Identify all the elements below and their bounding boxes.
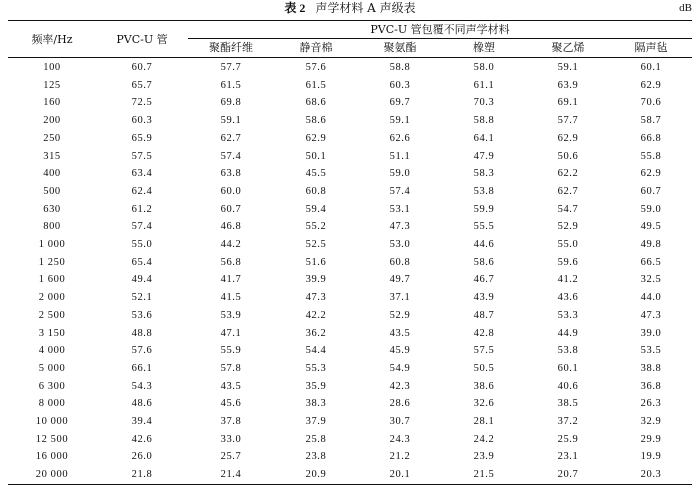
table-row [8, 466, 692, 484]
value-cell: 60.7 [640, 185, 662, 197]
value-cell: 57.7 [220, 62, 242, 73]
frequency-cell: 2 000 [38, 292, 66, 304]
frequency-cell: 1 600 [38, 274, 66, 286]
value-cell: 58.6 [305, 115, 327, 127]
value-cell: 60.7 [220, 203, 242, 215]
header-frequency: 频率/Hz [8, 21, 96, 58]
value-cell: 72.5 [131, 97, 153, 109]
value-cell: 53.1 [389, 203, 411, 215]
value-cell: 61.1 [473, 79, 495, 91]
value-cell: 58.0 [473, 62, 495, 73]
value-cell: 25.7 [220, 451, 242, 463]
table-row [8, 448, 692, 466]
header-material: 聚氨酯 [358, 39, 442, 58]
frequency-cell: 6 300 [38, 380, 66, 392]
value-cell: 65.7 [131, 79, 153, 91]
value-cell: 58.7 [640, 115, 662, 127]
value-cell: 42.2 [305, 309, 327, 321]
value-cell: 63.9 [557, 79, 579, 91]
frequency-cell: 20 000 [35, 469, 69, 481]
table-row [8, 112, 692, 130]
frequency-cell: 8 000 [38, 398, 66, 410]
table-caption [0, 0, 700, 16]
value-cell: 44.2 [220, 239, 242, 251]
value-cell: 57.4 [220, 150, 242, 162]
value-cell: 51.6 [305, 256, 327, 268]
table-row [8, 77, 692, 95]
table-row [8, 325, 692, 343]
value-cell: 43.5 [389, 327, 411, 339]
header-material: 聚酯纤维 [188, 39, 274, 58]
value-cell: 36.8 [640, 380, 662, 392]
value-cell: 21.2 [389, 451, 411, 463]
value-cell: 42.3 [389, 380, 411, 392]
value-cell: 32.5 [640, 274, 662, 286]
value-cell: 66.8 [640, 132, 662, 144]
table-row [8, 236, 692, 254]
frequency-cell: 5 000 [38, 362, 66, 374]
value-cell: 49.7 [389, 274, 411, 286]
frequency-cell: 800 [43, 221, 61, 233]
frequency-cell: 200 [43, 115, 61, 127]
value-cell: 65.4 [131, 256, 153, 268]
value-cell: 53.3 [557, 309, 579, 321]
value-cell: 59.0 [640, 203, 662, 215]
table-row [8, 289, 692, 307]
value-cell: 59.1 [557, 62, 579, 73]
value-cell: 63.4 [131, 168, 153, 180]
value-cell: 44.6 [473, 239, 495, 251]
value-cell: 66.5 [640, 256, 662, 268]
value-cell: 38.6 [473, 380, 495, 392]
value-cell: 59.1 [220, 115, 242, 127]
value-cell: 53.9 [220, 309, 242, 321]
value-cell: 39.4 [131, 416, 153, 428]
value-cell: 37.9 [305, 416, 327, 428]
table-row [8, 201, 692, 219]
value-cell: 57.4 [131, 221, 153, 233]
value-cell: 58.3 [473, 168, 495, 180]
value-cell: 58.6 [473, 256, 495, 268]
value-cell: 53.0 [389, 239, 411, 251]
value-cell: 55.0 [131, 239, 153, 251]
value-cell: 23.1 [557, 451, 579, 463]
frequency-cell: 500 [43, 185, 61, 197]
value-cell: 41.7 [220, 274, 242, 286]
value-cell: 60.1 [557, 362, 579, 374]
value-cell: 57.8 [220, 362, 242, 374]
table-row [8, 413, 692, 431]
value-cell: 49.4 [131, 274, 153, 286]
value-cell: 24.3 [389, 433, 411, 445]
value-cell: 36.2 [305, 327, 327, 339]
value-cell: 53.5 [640, 345, 662, 357]
value-cell: 55.2 [305, 221, 327, 233]
value-cell: 21.5 [473, 469, 495, 481]
value-cell: 28.1 [473, 416, 495, 428]
value-cell: 29.9 [640, 433, 662, 445]
table-row [8, 218, 692, 236]
header-material: 橡塑 [442, 39, 526, 58]
value-cell: 69.1 [557, 97, 579, 109]
value-cell: 25.9 [557, 433, 579, 445]
value-cell: 40.6 [557, 380, 579, 392]
table-row [8, 165, 692, 183]
value-cell: 47.1 [220, 327, 242, 339]
frequency-cell: 1 250 [38, 256, 66, 268]
value-cell: 62.9 [640, 168, 662, 180]
frequency-cell: 12 500 [35, 433, 69, 445]
value-cell: 44.9 [557, 327, 579, 339]
frequency-cell: 125 [43, 79, 61, 91]
value-cell: 23.9 [473, 451, 495, 463]
value-cell: 38.3 [305, 398, 327, 410]
value-cell: 59.1 [389, 115, 411, 127]
table-row [8, 307, 692, 325]
value-cell: 60.7 [131, 62, 153, 73]
value-cell: 30.7 [389, 416, 411, 428]
value-cell: 59.4 [305, 203, 327, 215]
value-cell: 23.8 [305, 451, 327, 463]
table-row [8, 94, 692, 112]
value-cell: 35.9 [305, 380, 327, 392]
value-cell: 39.9 [305, 274, 327, 286]
value-cell: 38.8 [640, 362, 662, 374]
value-cell: 59.6 [557, 256, 579, 268]
table-number: 表 2 [284, 1, 306, 15]
value-cell: 26.0 [131, 451, 153, 463]
value-cell: 53.8 [557, 345, 579, 357]
value-cell: 20.1 [389, 469, 411, 481]
header-row-1 [8, 21, 692, 39]
value-cell: 54.7 [557, 203, 579, 215]
header-material: 聚乙烯 [526, 39, 610, 58]
value-cell: 62.2 [557, 168, 579, 180]
value-cell: 49.5 [640, 221, 662, 233]
value-cell: 55.8 [640, 150, 662, 162]
table-row [8, 148, 692, 166]
value-cell: 50.5 [473, 362, 495, 374]
value-cell: 60.0 [220, 185, 242, 197]
value-cell: 48.8 [131, 327, 153, 339]
value-cell: 48.6 [131, 398, 153, 410]
value-cell: 70.3 [473, 97, 495, 109]
value-cell: 37.2 [557, 416, 579, 428]
frequency-cell: 630 [43, 203, 61, 215]
value-cell: 59.0 [389, 168, 411, 180]
frequency-cell: 16 000 [35, 451, 69, 463]
value-cell: 47.3 [305, 292, 327, 304]
value-cell: 51.1 [389, 150, 411, 162]
value-cell: 56.8 [220, 256, 242, 268]
value-cell: 20.3 [640, 469, 662, 481]
frequency-cell: 160 [43, 97, 61, 109]
value-cell: 68.6 [305, 97, 327, 109]
value-cell: 52.9 [389, 309, 411, 321]
value-cell: 49.8 [640, 239, 662, 251]
unit-label: dB [679, 2, 692, 14]
frequency-cell: 315 [43, 150, 61, 162]
value-cell: 42.6 [131, 433, 153, 445]
value-cell: 33.0 [220, 433, 242, 445]
value-cell: 47.3 [640, 309, 662, 321]
value-cell: 43.5 [220, 380, 242, 392]
value-cell: 65.9 [131, 132, 153, 144]
header-material: 静音棉 [274, 39, 358, 58]
value-cell: 54.4 [305, 345, 327, 357]
value-cell: 48.7 [473, 309, 495, 321]
value-cell: 47.3 [389, 221, 411, 233]
value-cell: 55.0 [557, 239, 579, 251]
table-row [8, 342, 692, 360]
frequency-cell: 250 [43, 132, 61, 144]
value-cell: 45.9 [389, 345, 411, 357]
value-cell: 62.7 [220, 132, 242, 144]
header-material-group: PVC-U 管包覆不同声学材料 [370, 23, 510, 36]
value-cell: 32.6 [473, 398, 495, 410]
frequency-cell: 10 000 [35, 416, 69, 428]
value-cell: 21.4 [220, 469, 242, 481]
value-cell: 62.9 [557, 132, 579, 144]
value-cell: 39.0 [640, 327, 662, 339]
value-cell: 62.7 [557, 185, 579, 197]
value-cell: 57.6 [305, 62, 327, 73]
table-title: 声学材料 A 声级表 [315, 1, 416, 15]
value-cell: 44.0 [640, 292, 662, 304]
table-body [8, 58, 692, 485]
value-cell: 53.6 [131, 309, 153, 321]
frequency-cell: 400 [43, 168, 61, 180]
value-cell: 57.5 [131, 150, 153, 162]
value-cell: 58.8 [473, 115, 495, 127]
value-cell: 54.3 [131, 380, 153, 392]
value-cell: 47.9 [473, 150, 495, 162]
value-cell: 60.1 [640, 62, 662, 73]
value-cell: 60.8 [305, 185, 327, 197]
value-cell: 20.7 [557, 469, 579, 481]
value-cell: 43.6 [557, 292, 579, 304]
value-cell: 28.6 [389, 398, 411, 410]
value-cell: 61.2 [131, 203, 153, 215]
value-cell: 64.1 [473, 132, 495, 144]
table-row [8, 254, 692, 272]
value-cell: 52.5 [305, 239, 327, 251]
value-cell: 20.9 [305, 469, 327, 481]
value-cell: 19.9 [640, 451, 662, 463]
table-row [8, 130, 692, 148]
value-cell: 57.4 [389, 185, 411, 197]
value-cell: 46.7 [473, 274, 495, 286]
table-row [8, 58, 692, 77]
value-cell: 57.5 [473, 345, 495, 357]
value-cell: 45.6 [220, 398, 242, 410]
value-cell: 26.3 [640, 398, 662, 410]
value-cell: 59.9 [473, 203, 495, 215]
frequency-cell: 4 000 [38, 345, 66, 357]
value-cell: 57.7 [557, 115, 579, 127]
value-cell: 60.8 [389, 256, 411, 268]
header-material: 隔声毡 [610, 39, 692, 58]
value-cell: 58.8 [389, 62, 411, 73]
value-cell: 50.1 [305, 150, 327, 162]
value-cell: 53.8 [473, 185, 495, 197]
value-cell: 61.5 [220, 79, 242, 91]
header-pvc: PVC-U 管 [96, 21, 188, 58]
value-cell: 42.8 [473, 327, 495, 339]
value-cell: 55.5 [473, 221, 495, 233]
value-cell: 63.8 [220, 168, 242, 180]
value-cell: 41.5 [220, 292, 242, 304]
value-cell: 45.5 [305, 168, 327, 180]
value-cell: 52.9 [557, 221, 579, 233]
table-row [8, 431, 692, 449]
value-cell: 46.8 [220, 221, 242, 233]
frequency-cell: 2 500 [38, 309, 66, 321]
table-row [8, 360, 692, 378]
value-cell: 55.9 [220, 345, 242, 357]
value-cell: 50.6 [557, 150, 579, 162]
value-cell: 41.2 [557, 274, 579, 286]
value-cell: 32.9 [640, 416, 662, 428]
value-cell: 55.3 [305, 362, 327, 374]
sound-level-table [8, 20, 692, 485]
value-cell: 24.2 [473, 433, 495, 445]
value-cell: 38.5 [557, 398, 579, 410]
frequency-cell: 1 000 [38, 239, 66, 251]
value-cell: 66.1 [131, 362, 153, 374]
value-cell: 60.3 [389, 79, 411, 91]
value-cell: 37.1 [389, 292, 411, 304]
value-cell: 25.8 [305, 433, 327, 445]
value-cell: 60.3 [131, 115, 153, 127]
value-cell: 43.9 [473, 292, 495, 304]
value-cell: 69.8 [220, 97, 242, 109]
value-cell: 54.9 [389, 362, 411, 374]
value-cell: 69.7 [389, 97, 411, 109]
table-row [8, 183, 692, 201]
value-cell: 52.1 [131, 292, 153, 304]
value-cell: 70.6 [640, 97, 662, 109]
table-row [8, 378, 692, 396]
value-cell: 61.5 [305, 79, 327, 91]
value-cell: 57.6 [131, 345, 153, 357]
value-cell: 21.8 [131, 469, 153, 481]
table-row [8, 271, 692, 289]
table-row [8, 395, 692, 413]
value-cell: 62.6 [389, 132, 411, 144]
value-cell: 62.9 [640, 79, 662, 91]
frequency-cell: 100 [43, 62, 61, 73]
value-cell: 62.9 [305, 132, 327, 144]
frequency-cell: 3 150 [38, 327, 66, 339]
value-cell: 62.4 [131, 185, 153, 197]
value-cell: 37.8 [220, 416, 242, 428]
